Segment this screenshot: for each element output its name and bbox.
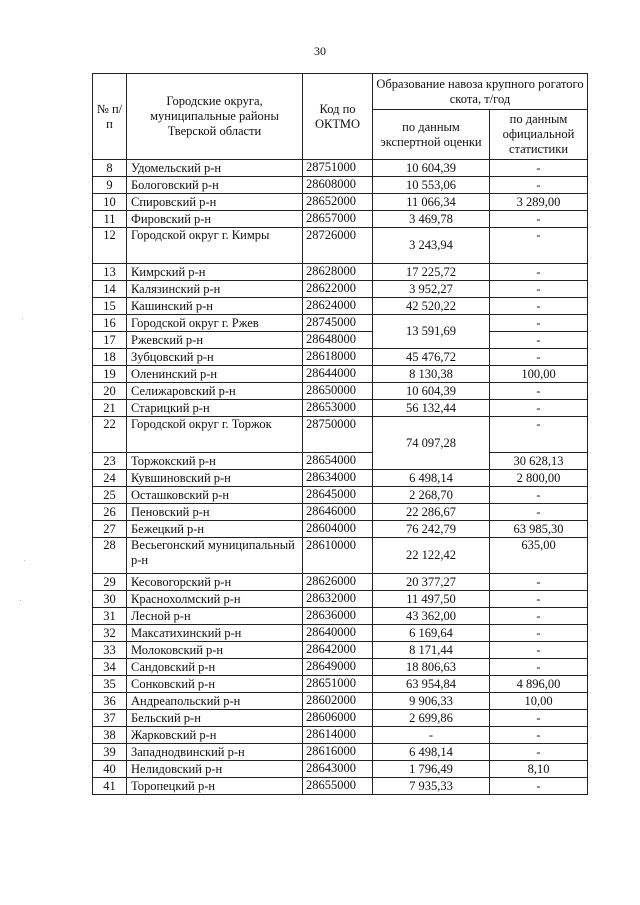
row-num: 16 <box>93 315 127 332</box>
row-official: - <box>490 177 588 194</box>
row-official: 63 985,30 <box>490 521 588 538</box>
row-expert: 6 169,64 <box>373 625 490 642</box>
table-row <box>93 487 588 504</box>
table-row <box>93 281 588 298</box>
manure-table <box>92 73 588 795</box>
row-num: 28 <box>93 538 127 574</box>
col-expert-header: по данным экспертной оценки <box>373 110 490 160</box>
table-row <box>93 521 588 538</box>
table-row <box>93 332 588 349</box>
row-official: 2 800,00 <box>490 470 588 487</box>
row-district: Торжокский р-н <box>127 453 303 470</box>
row-official: - <box>490 504 588 521</box>
table-row <box>93 591 588 608</box>
row-official: - <box>490 400 588 417</box>
row-code: 28649000 <box>303 659 373 676</box>
row-expert: 2 268,70 <box>373 487 490 504</box>
table-row <box>93 400 588 417</box>
col-group-header: Образование навоза крупного рогатого скота, т/год <box>373 74 588 110</box>
table-row <box>93 659 588 676</box>
row-expert: 2 699,86 <box>373 710 490 727</box>
row-official: 3 289,00 <box>490 194 588 211</box>
row-code: 28604000 <box>303 521 373 538</box>
table-row <box>93 574 588 591</box>
row-district: Ржевский р-н <box>127 332 303 349</box>
row-code: 28642000 <box>303 642 373 659</box>
row-official: 635,00 <box>490 538 588 574</box>
row-code: 28616000 <box>303 744 373 761</box>
table-row <box>93 504 588 521</box>
row-district: Калязинский р-н <box>127 281 303 298</box>
row-official: - <box>490 608 588 625</box>
table-row <box>93 470 588 487</box>
scan-speck <box>24 560 25 561</box>
table-row <box>93 349 588 366</box>
row-official: - <box>490 487 588 504</box>
table-row <box>93 315 588 332</box>
row-district: Сандовский р-н <box>127 659 303 676</box>
row-code: 28648000 <box>303 332 373 349</box>
row-expert: 76 242,79 <box>373 521 490 538</box>
table-row <box>93 177 588 194</box>
row-official: - <box>490 160 588 177</box>
row-district: Оленинский р-н <box>127 366 303 383</box>
table-row <box>93 366 588 383</box>
row-code: 28608000 <box>303 177 373 194</box>
table-row <box>93 160 588 177</box>
row-expert: 7 935,33 <box>373 778 490 795</box>
row-code: 28654000 <box>303 453 373 470</box>
row-num: 21 <box>93 400 127 417</box>
row-district: Фировский р-н <box>127 211 303 228</box>
row-official: 4 896,00 <box>490 676 588 693</box>
row-num: 30 <box>93 591 127 608</box>
row-expert: 20 377,27 <box>373 574 490 591</box>
col-official-header: по данным официальной статистики <box>490 110 588 160</box>
row-expert: 10 553,06 <box>373 177 490 194</box>
row-district: Бельский р-н <box>127 710 303 727</box>
row-district: Сонковский р-н <box>127 676 303 693</box>
row-code: 28650000 <box>303 383 373 400</box>
row-code: 28726000 <box>303 228 373 264</box>
row-code: 28657000 <box>303 211 373 228</box>
row-num: 9 <box>93 177 127 194</box>
row-district: Кашинский р-н <box>127 298 303 315</box>
row-expert: 3 243,94 <box>373 228 490 264</box>
row-official: - <box>490 228 588 264</box>
row-expert: 11 066,34 <box>373 194 490 211</box>
row-expert: 11 497,50 <box>373 591 490 608</box>
row-num: 37 <box>93 710 127 727</box>
row-num: 40 <box>93 761 127 778</box>
row-official: - <box>490 417 588 453</box>
row-num: 32 <box>93 625 127 642</box>
table-row <box>93 693 588 710</box>
row-num: 41 <box>93 778 127 795</box>
row-num: 11 <box>93 211 127 228</box>
row-num: 20 <box>93 383 127 400</box>
row-district: Городской округ г. Кимры <box>127 228 303 264</box>
row-num: 26 <box>93 504 127 521</box>
row-official: - <box>490 625 588 642</box>
row-num: 12 <box>93 228 127 264</box>
row-official: 30 628,13 <box>490 453 588 470</box>
table-row <box>93 676 588 693</box>
row-district: Удомельский р-н <box>127 160 303 177</box>
row-code: 28624000 <box>303 298 373 315</box>
row-code: 28602000 <box>303 693 373 710</box>
row-code: 28610000 <box>303 538 373 574</box>
row-code: 28614000 <box>303 727 373 744</box>
row-num: 17 <box>93 332 127 349</box>
row-code: 28628000 <box>303 264 373 281</box>
row-district: Селижаровский р-н <box>127 383 303 400</box>
row-expert: 17 225,72 <box>373 264 490 281</box>
row-district: Лесной р-н <box>127 608 303 625</box>
row-district: Городской округ г. Ржев <box>127 315 303 332</box>
row-expert: 9 906,33 <box>373 693 490 710</box>
row-official: - <box>490 574 588 591</box>
row-expert: 1 796,49 <box>373 761 490 778</box>
row-num: 34 <box>93 659 127 676</box>
row-official: - <box>490 298 588 315</box>
row-num: 36 <box>93 693 127 710</box>
row-code: 28643000 <box>303 761 373 778</box>
row-expert: - <box>373 727 490 744</box>
row-num: 22 <box>93 417 127 453</box>
row-official: - <box>490 744 588 761</box>
table-row <box>93 642 588 659</box>
table-row <box>93 744 588 761</box>
row-code: 28626000 <box>303 574 373 591</box>
row-official: - <box>490 710 588 727</box>
row-district: Жарковский р-н <box>127 727 303 744</box>
row-expert: 43 362,00 <box>373 608 490 625</box>
row-official: - <box>490 591 588 608</box>
row-district: Осташковский р-н <box>127 487 303 504</box>
row-official: - <box>490 727 588 744</box>
col-district-header: Городские округа, муниципальные районы Тверской области <box>127 74 303 160</box>
row-district: Кесовогорский р-н <box>127 574 303 591</box>
row-expert: 18 806,63 <box>373 659 490 676</box>
row-expert: 42 520,22 <box>373 298 490 315</box>
table-row <box>93 211 588 228</box>
row-expert: 56 132,44 <box>373 400 490 417</box>
table-row <box>93 228 588 264</box>
table-row <box>93 453 588 470</box>
row-code: 28640000 <box>303 625 373 642</box>
table-row <box>93 383 588 400</box>
row-num: 10 <box>93 194 127 211</box>
row-district: Краснохолмский р-н <box>127 591 303 608</box>
row-code: 28645000 <box>303 487 373 504</box>
row-code: 28745000 <box>303 315 373 332</box>
row-official: - <box>490 642 588 659</box>
row-code: 28618000 <box>303 349 373 366</box>
row-district: Весьегонский муниципальный р-н <box>127 538 303 574</box>
row-expert: 22 286,67 <box>373 504 490 521</box>
row-district: Городской округ г. Торжок <box>127 417 303 453</box>
row-num: 35 <box>93 676 127 693</box>
table-row <box>93 417 588 453</box>
row-official: 100,00 <box>490 366 588 383</box>
table-header <box>93 74 588 160</box>
row-num: 33 <box>93 642 127 659</box>
table-row <box>93 710 588 727</box>
row-district: Максатихинский р-н <box>127 625 303 642</box>
row-expert: 45 476,72 <box>373 349 490 366</box>
row-official: - <box>490 659 588 676</box>
table-row <box>93 761 588 778</box>
row-num: 25 <box>93 487 127 504</box>
row-num: 14 <box>93 281 127 298</box>
row-code: 28644000 <box>303 366 373 383</box>
row-code: 28652000 <box>303 194 373 211</box>
row-expert: 10 604,39 <box>373 383 490 400</box>
row-num: 27 <box>93 521 127 538</box>
row-code: 28655000 <box>303 778 373 795</box>
row-num: 19 <box>93 366 127 383</box>
row-official: - <box>490 778 588 795</box>
row-expert: 3 469,78 <box>373 211 490 228</box>
table-row <box>93 194 588 211</box>
table-row <box>93 264 588 281</box>
row-expert: 63 954,84 <box>373 676 490 693</box>
row-code: 28634000 <box>303 470 373 487</box>
row-district: Старицкий р-н <box>127 400 303 417</box>
row-district: Бологовский р-н <box>127 177 303 194</box>
row-num: 8 <box>93 160 127 177</box>
table-row <box>93 727 588 744</box>
row-num: 23 <box>93 453 127 470</box>
row-expert: 6 498,14 <box>373 470 490 487</box>
table-row <box>93 538 588 574</box>
row-code: 28651000 <box>303 676 373 693</box>
row-district: Пеновский р-н <box>127 504 303 521</box>
row-official: 10,00 <box>490 693 588 710</box>
table-body <box>93 160 588 795</box>
row-num: 29 <box>93 574 127 591</box>
row-expert: 6 498,14 <box>373 744 490 761</box>
row-num: 24 <box>93 470 127 487</box>
scan-speck <box>20 600 21 601</box>
row-official: - <box>490 349 588 366</box>
row-expert: 10 604,39 <box>373 160 490 177</box>
row-num: 13 <box>93 264 127 281</box>
row-code: 28636000 <box>303 608 373 625</box>
col-num-header: № п/п <box>93 74 127 160</box>
row-official: - <box>490 211 588 228</box>
row-expert: 3 952,27 <box>373 281 490 298</box>
row-district: Молоковский р-н <box>127 642 303 659</box>
row-expert: 8 130,38 <box>373 366 490 383</box>
row-official: 8,10 <box>490 761 588 778</box>
row-code: 28632000 <box>303 591 373 608</box>
row-official: - <box>490 315 588 332</box>
row-num: 18 <box>93 349 127 366</box>
row-code: 28751000 <box>303 160 373 177</box>
row-official: - <box>490 383 588 400</box>
table-row <box>93 778 588 795</box>
row-code: 28606000 <box>303 710 373 727</box>
row-district: Кувшиновский р-н <box>127 470 303 487</box>
row-district: Бежецкий р-н <box>127 521 303 538</box>
row-num: 15 <box>93 298 127 315</box>
row-district: Андреапольский р-н <box>127 693 303 710</box>
row-expert: 22 122,42 <box>373 538 490 574</box>
row-code: 28750000 <box>303 417 373 453</box>
row-num: 39 <box>93 744 127 761</box>
row-district: Нелидовский р-н <box>127 761 303 778</box>
table-row <box>93 625 588 642</box>
table-row <box>93 298 588 315</box>
row-district: Зубцовский р-н <box>127 349 303 366</box>
row-district: Спировский р-н <box>127 194 303 211</box>
col-code-header: Код по ОКТМО <box>303 74 373 160</box>
row-district: Торопецкий р-н <box>127 778 303 795</box>
row-expert: 13 591,69 <box>373 315 490 349</box>
row-district: Западнодвинский р-н <box>127 744 303 761</box>
scan-speck <box>22 318 23 319</box>
row-official: - <box>490 332 588 349</box>
page-number: 30 <box>314 44 326 58</box>
row-code: 28653000 <box>303 400 373 417</box>
row-num: 38 <box>93 727 127 744</box>
row-num: 31 <box>93 608 127 625</box>
row-code: 28622000 <box>303 281 373 298</box>
row-code: 28646000 <box>303 504 373 521</box>
row-expert: 74 097,28 <box>373 417 490 470</box>
row-official: - <box>490 264 588 281</box>
row-district: Кимрский р-н <box>127 264 303 281</box>
table-row <box>93 608 588 625</box>
row-official: - <box>490 281 588 298</box>
row-expert: 8 171,44 <box>373 642 490 659</box>
